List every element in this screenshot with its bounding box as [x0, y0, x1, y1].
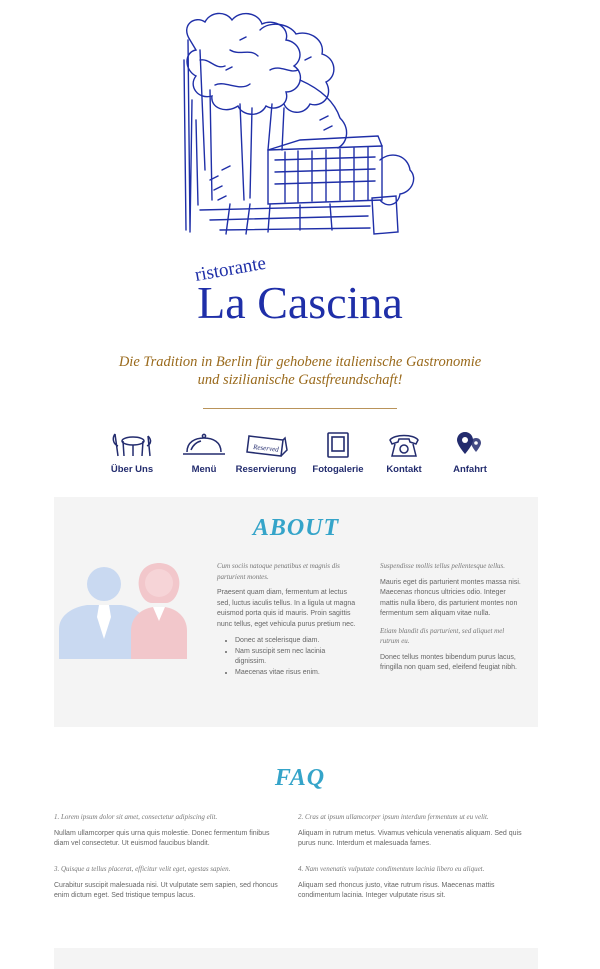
faq-item-4 [298, 864, 528, 901]
about-column-2 [380, 561, 522, 680]
faq-item-1 [54, 812, 284, 849]
nav-label: Anfahrt [453, 464, 487, 475]
svg-text:Reserved: Reserved [252, 443, 280, 454]
next-section-panel [54, 948, 538, 969]
reserved-sign-icon [243, 430, 289, 460]
faq-question[interactable]: 2. Cras at ipsum ullamcorper ipsum interdum fermentum ut eu velit. [298, 813, 489, 821]
about-title: ABOUT [252, 515, 340, 541]
faq-question[interactable]: 3. Quisque a tellus placerat, efficitur velit eget, egestas sapien. [54, 865, 231, 873]
faq-item-2 [298, 812, 528, 849]
dining-table-icon [110, 430, 154, 460]
about-col2-intro: Suspendisse mollis tellus pellentesque tellus. [380, 562, 506, 570]
photo-frame-icon [318, 430, 358, 460]
tagline-line-1: Die Tradition in Berlin für gehobene italienische Gastronomie [118, 354, 482, 370]
faq-answer: Nullam ullamcorper quis urna quis molestie. Donec fermentum finibus diam vel consectetur. Ut euismod faucibus blandit. [54, 830, 270, 847]
faq-answer: Curabitur suscipit malesuada nisi. Ut vulputate sem sapien, sed rhoncus enim dictum eget. Sed tristique tempus lacus. [54, 882, 278, 899]
about-bullet-list [217, 636, 357, 678]
faq-question[interactable]: 1. Lorem ipsum dolor sit amet, consectetur adipiscing elit. [54, 813, 218, 821]
tagline-line-2: und sizilianische Gastfreundschaft! [197, 372, 403, 388]
faq-title: FAQ [274, 765, 326, 791]
main-nav [100, 430, 500, 482]
nav-item-kontakt[interactable] [376, 430, 432, 475]
telephone-icon [384, 430, 424, 460]
nav-label: Menü [191, 464, 217, 475]
cloche-icon [181, 430, 227, 460]
list-item: • Donec at scelerisque diam. [235, 636, 357, 647]
nav-label: Über Uns [110, 464, 154, 475]
nav-item-menue[interactable] [174, 430, 234, 475]
faq-item-3 [54, 864, 284, 901]
faq-question[interactable]: 4. Nam venenatis vulputate condimentum lacinia libero eu aliquet. [298, 865, 485, 873]
about-column-1 [217, 561, 357, 678]
tagline [0, 353, 600, 389]
restaurant-drawing-logo [0, 0, 600, 350]
nav-label: Reservierung [235, 464, 297, 475]
nav-label: Fotogalerie [312, 464, 364, 475]
nav-item-reservierung[interactable] [234, 430, 298, 475]
about-section [54, 497, 538, 727]
faq-answer: Aliquam sed rhoncus justo, vitae rutrum risus. Maecenas mattis condimentum lacinia. Integer vulputate risus sit. [298, 882, 495, 899]
hero-header [0, 0, 600, 350]
logo-ristorante: ristorante [193, 252, 268, 286]
about-col2-body-2: Donec tellus montes bibendum purus lacus, fringilla non quam sed, eleifend feugiat nibh. [380, 653, 517, 671]
map-pin-icon [450, 430, 490, 460]
nav-item-anfahrt[interactable] [442, 430, 498, 475]
logo-la-cascina: La Cascina [197, 277, 403, 328]
list-item: • Maecenas vitae risus enim. [235, 668, 357, 679]
about-col2-body-1: Mauris eget dis parturient montes massa nisi. Maecenas rhoncus ultricies odio. Integer mattis nulla libero, dis parturient montes non fermentum sem aliquam vitae nulla. [380, 578, 521, 617]
nav-item-fotogalerie[interactable] [308, 430, 368, 475]
about-col2-intro-2: Etiam blandit dis parturient, sed aliquet mel rutrum eu. [380, 626, 505, 645]
tagline-divider [203, 408, 397, 409]
people-illustration-icon [59, 559, 194, 659]
nav-label: Kontakt [386, 464, 422, 475]
about-col1-intro: Cum sociis natoque penatibus et magnis dis parturient montes. [217, 562, 340, 581]
list-item: • Nam suscipit sem nec lacinia dignissim. [235, 647, 357, 668]
nav-item-ueber-uns[interactable] [102, 430, 162, 475]
faq-answer: Aliquam in rutrum metus. Vivamus vehicula venenatis aliquam. Sed quis purus nunc. Interdum et malesuada fames. [298, 830, 522, 847]
about-col1-body: Praesent quam diam, fermentum at lectus sed, luctus iaculis tellus. In a ligula ut magna euismod porta quis id mauris. Proin sagittis nunc tellus, eget vehicula purus pretium nec. [217, 589, 356, 628]
